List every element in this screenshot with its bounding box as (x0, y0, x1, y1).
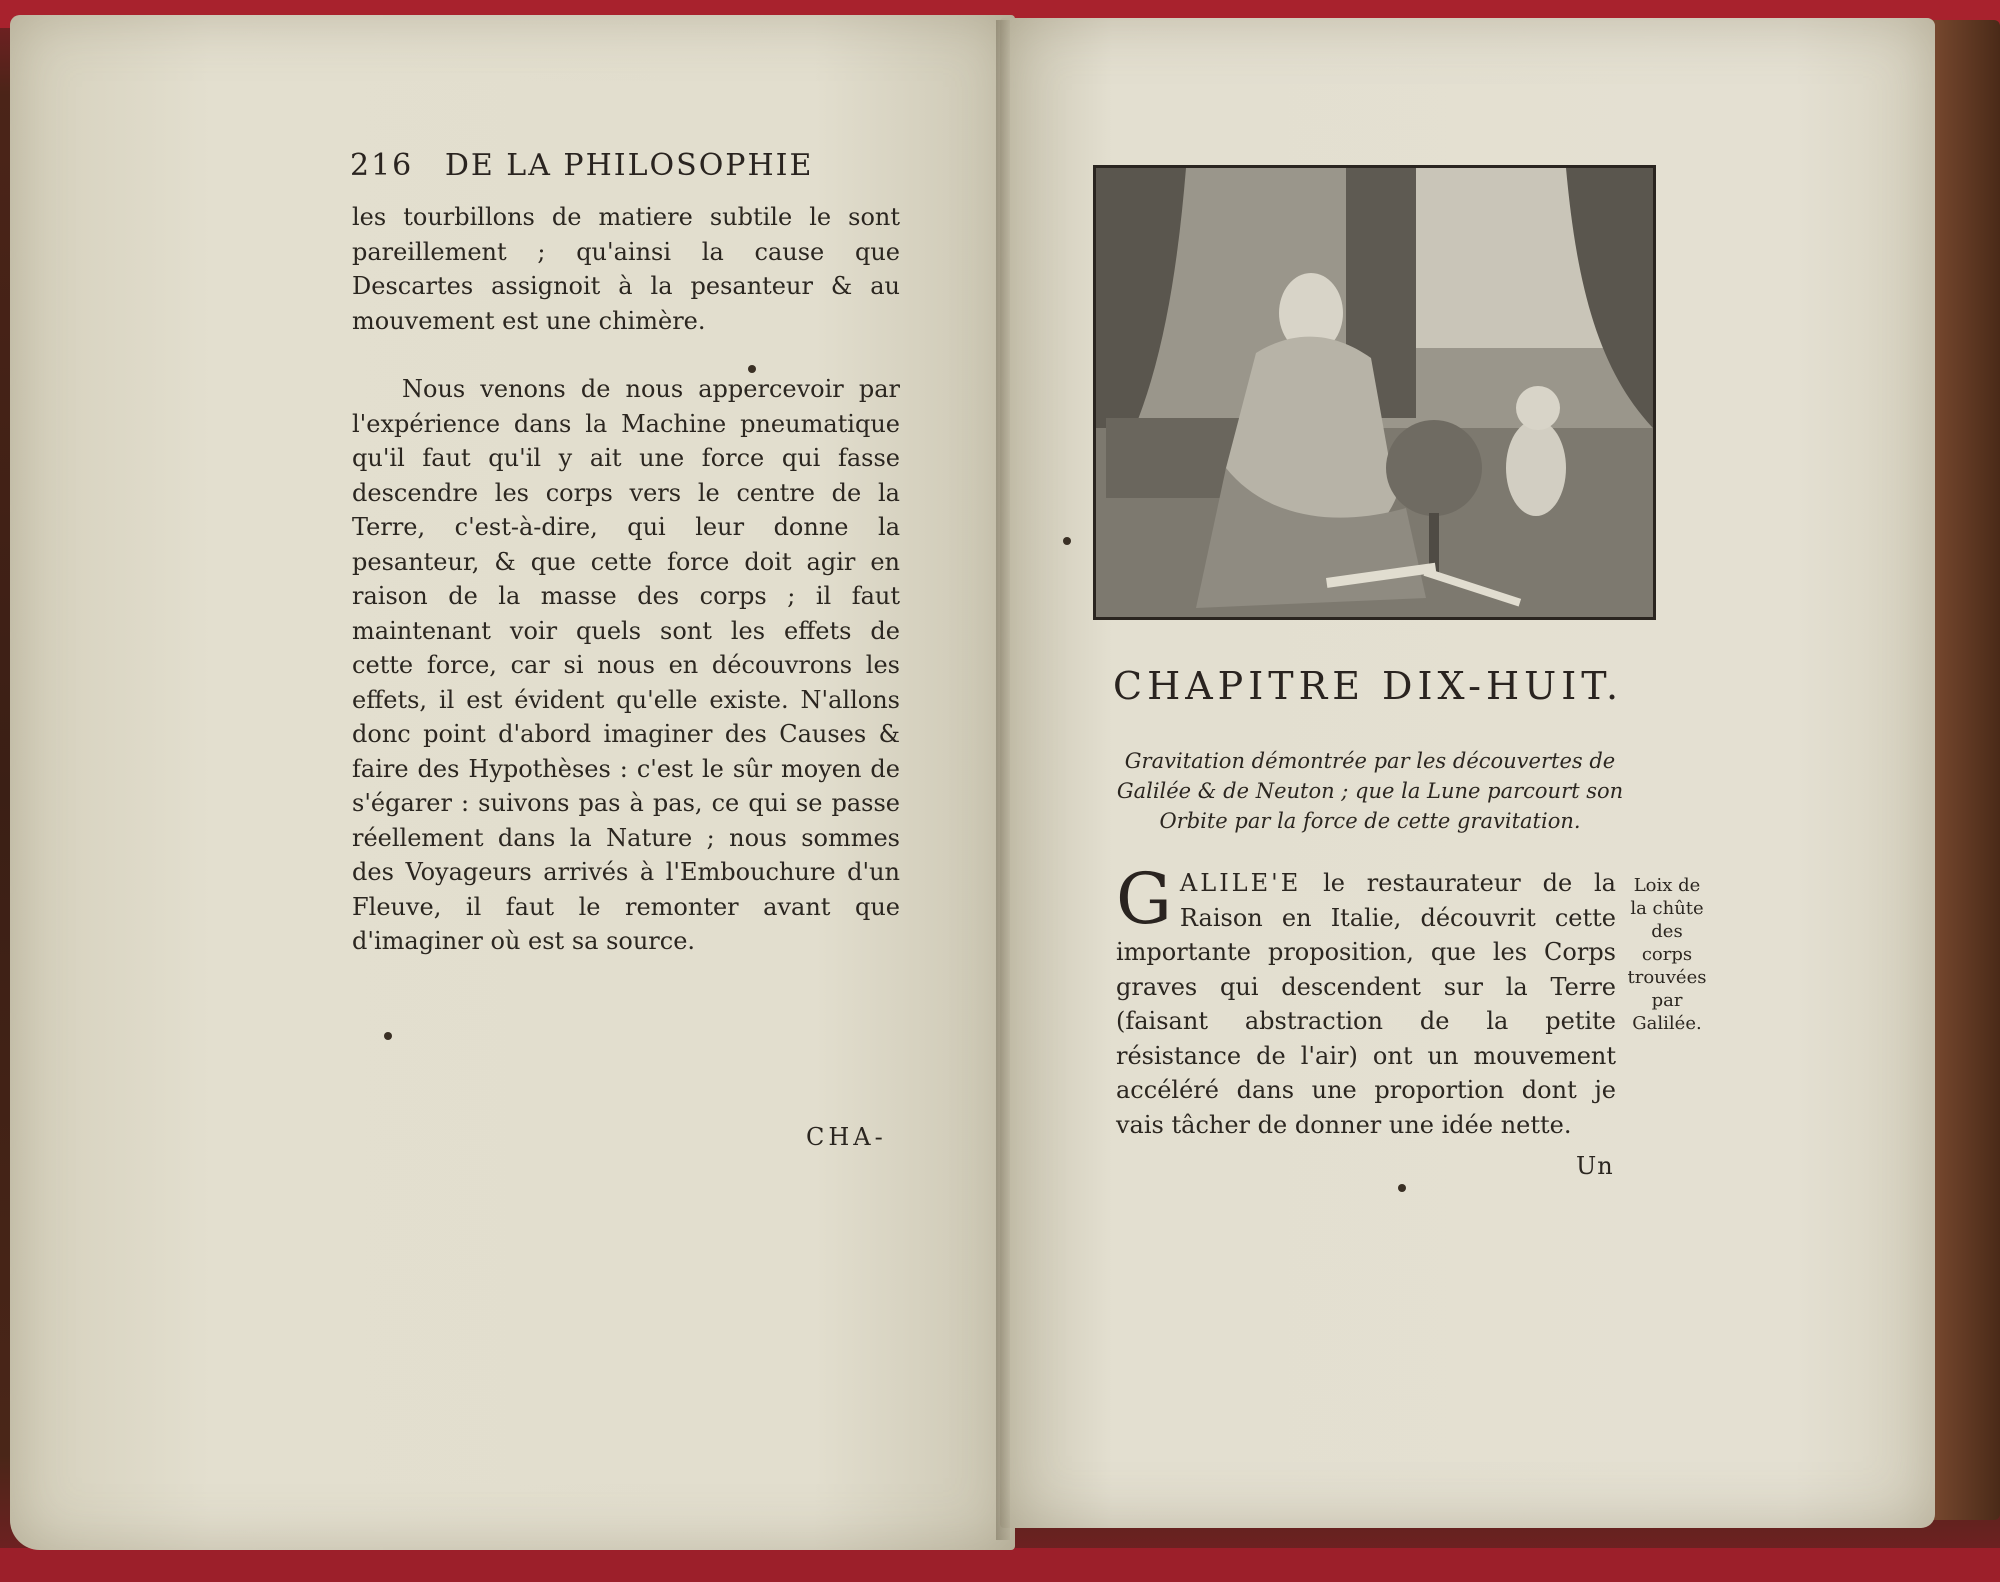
left-page-text (352, 200, 900, 959)
left-paragraph-1: les tourbillons de matiere subtile le sont pareillement ; qu'ainsi la cause que Descartes assignoit à la pesanteur & au mouvement est une chimère. (352, 203, 900, 335)
right-catchword: Un (1576, 1152, 1614, 1180)
engraving-illustration (1096, 168, 1653, 617)
chapter-summary: Gravitation démontrée par les découvertes de Galilée & de Neuton ; que la Lune parcourt son Orbite par la force de cette gravitation. (1116, 749, 1624, 833)
left-paragraph-2: Nous venons de nous appercevoir par l'expérience dans la Machine pneumatique qu'il faut qu'il y ait une force qui fasse descendre les corps vers le centre de la Terre, c'est-à-dire, qui leur donne la pesanteur, & que cette force doit agir en raison de la masse des corps ; il faut maintenant voir quels sont les effets de cette force, car si nous en découvrons les effets, il est évident qu'elle existe. N'allons donc point d'abord imaginer des Causes & faire des Hypothèses : c'est le sûr moyen de s'égarer : suivons pas à pas, ce qui se passe réellement dans la Nature ; nous sommes des Voyageurs arrivés à l'Embouchure d'un Fleuve, il faut le remonter avant que d'imaginer où est sa source. (352, 375, 900, 955)
chapter-title: CHAPITRE DIX-HUIT. (1113, 664, 1624, 708)
drop-capital: G (1116, 858, 1172, 940)
book-gutter (996, 20, 1010, 1540)
foxing-spot (1063, 537, 1071, 545)
running-head (350, 148, 813, 183)
marginal-note: Loix de la chûte des corps trouvées par Galilée. (1627, 875, 1707, 1034)
foxing-spot (384, 1032, 392, 1040)
page-number: 216 (350, 148, 414, 183)
chapter-engraving (1093, 165, 1656, 620)
foxing-spot (748, 365, 756, 373)
foxing-spot (1398, 1184, 1406, 1192)
right-paragraph-1: le restaurateur de la Raison en Italie, découvrit cette importante proposition, que les Corps graves qui descendent sur la Terre (faisant abstraction de la petite résistance de l'air) ont un mouvement accéléré dans une proportion dont je vais tâcher de donner une idée nette. (1116, 869, 1616, 1139)
left-catchword: CHA- (806, 1123, 887, 1151)
right-page-text (1116, 858, 1616, 1142)
running-title: DE LA PHILOSOPHIE (444, 148, 814, 183)
opening-small-caps: ALILE'E (1179, 869, 1302, 897)
red-cloth-bottom (0, 1548, 2000, 1582)
